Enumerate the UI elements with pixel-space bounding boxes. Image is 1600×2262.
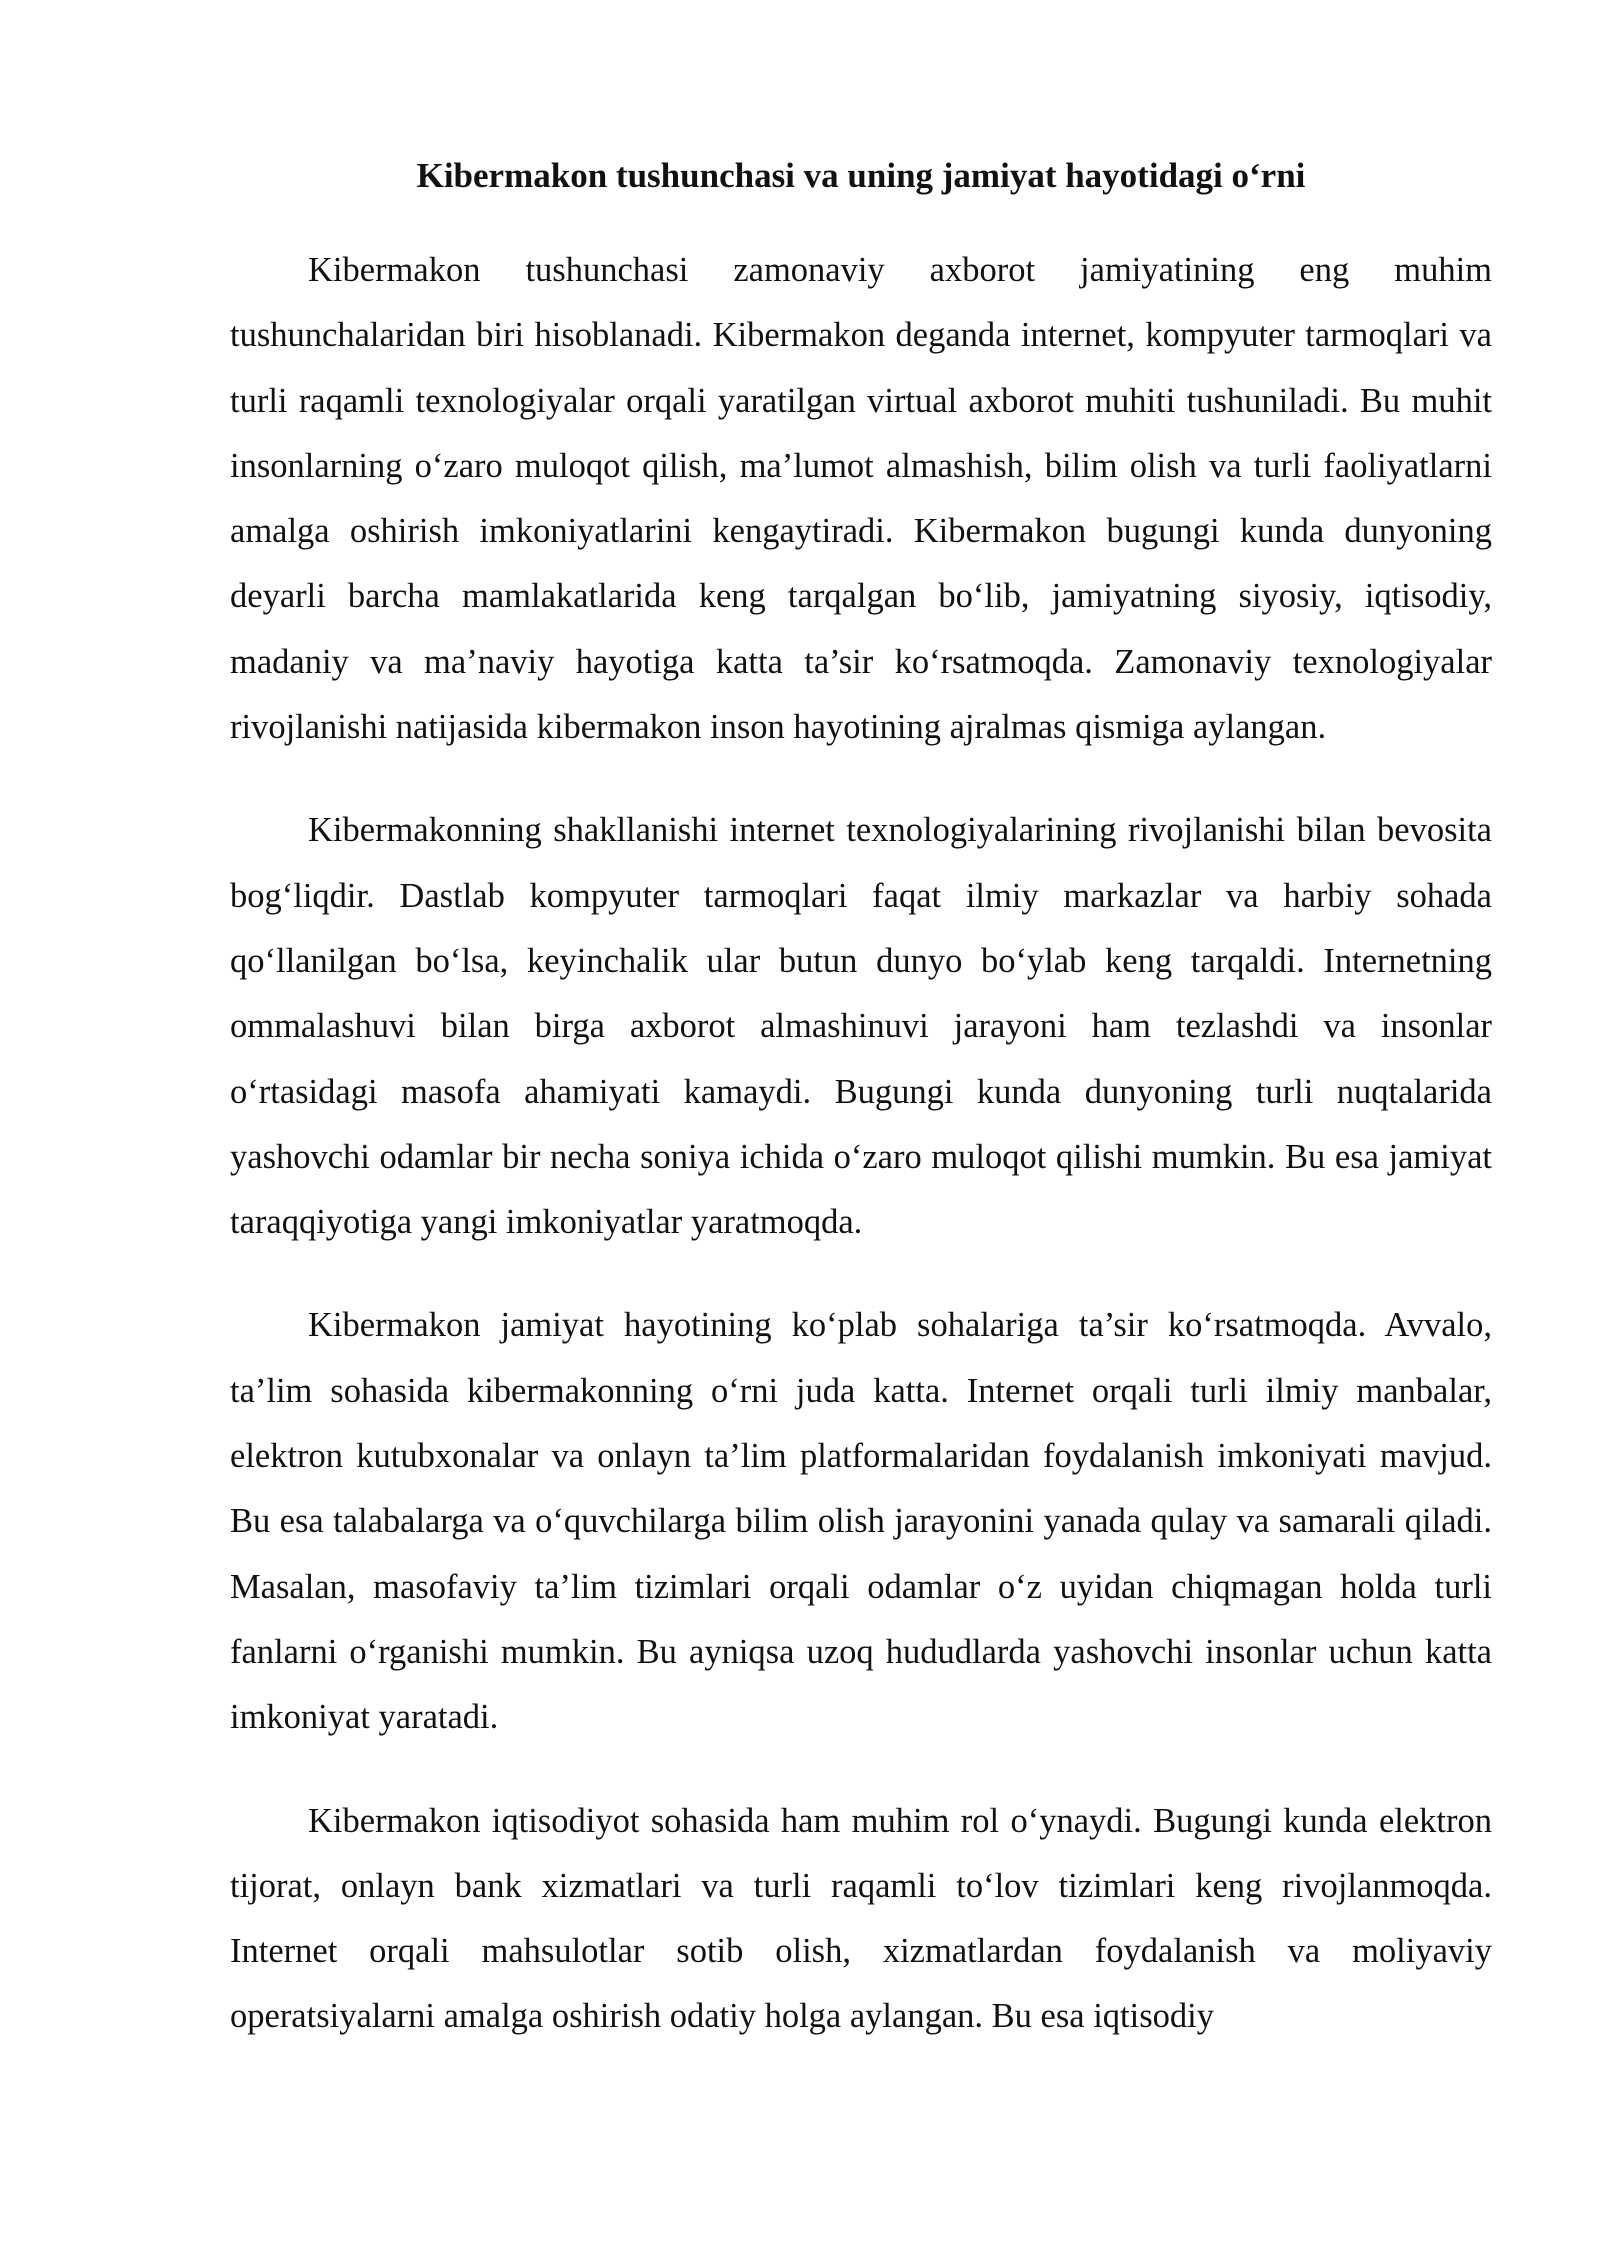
paragraph-2: Kibermakonning shakllanishi internet texnologiyalarining rivojlanishi bilan bevosita bog‘liqdir. Dastlab kompyuter tarmoqlari faqat ilmiy markazlar va harbiy sohada qo‘llanilgan bo‘lsa, keyinchalik ular butun dunyo bo‘ylab keng tarqaldi. Internetning ommalashuvi bilan birga axborot almashinuvi jarayoni ham tezlashdi va insonlar o‘rtasidagi masofa ahamiyati kamaydi. Bugungi kunda dunyoning turli nuqtalarida yashovchi odamlar bir necha soniya ichida o‘zaro muloqot qilishi mumkin. Bu esa jamiyat taraqqiyotiga yangi imkoniyatlar yaratmoqda.	[230, 811, 1492, 1242]
paragraph-1: Kibermakon tushunchasi zamonaviy axborot jamiyatining eng muhim tushunchalaridan biri hisoblanadi. Kibermakon deganda internet, kompyuter tarmoqlari va turli raqamli texnologiyalar orqali yaratilgan virtual axborot muhiti tushuniladi. Bu muhit insonlarning o‘zaro muloqot qilish, ma’lumot almashish, bilim olish va turli faoliyatlarni amalga oshirish imkoniyatlarini kengaytiradi. Kibermakon bugungi kunda dunyoning deyarli barcha mamlakatlarida keng tarqalgan bo‘lib, jamiyatning siyosiy, iqtisodiy, madaniy va ma’naviy hayotiga katta ta’sir ko‘rsatmoqda. Zamonaviy texnologiyalar rivojlanishi natijasida kibermakon inson hayotining ajralmas qismiga aylangan.	[230, 251, 1492, 747]
paragraph-4: Kibermakon iqtisodiyot sohasida ham muhim rol o‘ynaydi. Bugungi kunda elektron tijorat, onlayn bank xizmatlari va turli raqamli to‘lov tizimlari keng rivojlanmoqda. Internet orqali mahsulotlar sotib olish, xizmatlardan foydalanish va moliyaviy operatsiyalarni amalga oshirish odatiy holga aylangan. Bu esa iqtisodiy	[230, 1801, 1492, 2036]
paragraph-3: Kibermakon jamiyat hayotining ko‘plab sohalariga ta’sir ko‘rsatmoqda. Avvalo, ta’lim sohasida kibermakonning o‘rni juda katta. Internet orqali turli ilmiy manbalar, elektron kutubxonalar va onlayn ta’lim platformalaridan foydalanish imkoniyati mavjud. Bu esa talabalarga va o‘quvchilarga bilim olish jarayonini yanada qulay va samarali qiladi. Masalan, masofaviy ta’lim tizimlari orqali odamlar o‘z uyidan chiqmagan holda turli fanlarni o‘rganishi mumkin. Bu ayniqsa uzoq hududlarda yashovchi insonlar uchun katta imkoniyat yaratadi.	[230, 1306, 1492, 1737]
document-title: Kibermakon tushunchasi va uning jamiyat hayotidagi o‘rni	[416, 156, 1306, 195]
document-body	[230, 150, 1492, 2088]
